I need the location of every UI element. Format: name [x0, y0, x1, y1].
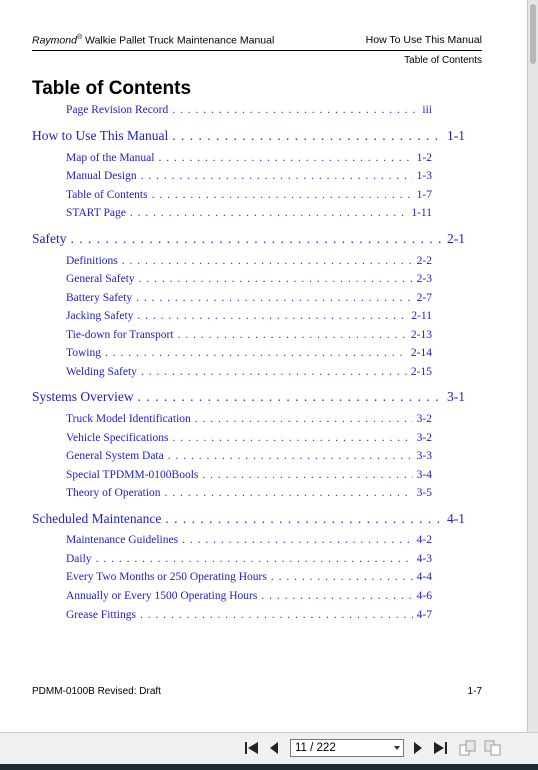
next-page-button[interactable] [409, 739, 427, 757]
toc-entry-title: Tie-down for Transport [66, 329, 174, 341]
toc-entry-title: Truck Model Identification [66, 413, 191, 425]
toc-entry-page: 1-3 [416, 170, 432, 182]
toc-leader-dots [105, 347, 407, 359]
toc-leader-dots [202, 469, 412, 481]
toc-entry-page: 4-4 [416, 571, 432, 583]
toc-leader-dots [182, 534, 413, 546]
toc-entry-page: 1-7 [416, 189, 432, 201]
toc-entry-title: Special TPDMM-0100Bools [66, 469, 199, 481]
toc-section-link[interactable] [66, 189, 432, 201]
next-page-icon [412, 741, 424, 755]
toc-leader-dots [165, 487, 413, 499]
toc-entry-title: Safety [32, 231, 67, 246]
toc-section-link[interactable] [66, 590, 432, 602]
toc-leader-dots [165, 511, 443, 527]
toc-entry-title: General System Data [66, 450, 164, 462]
toc-leader-dots [261, 590, 412, 602]
single-page-view-icon [459, 740, 477, 756]
toc-entry-page: 3-4 [416, 469, 432, 481]
toc-entry-title: Jacking Safety [66, 310, 134, 322]
toc-entry-title: Systems Overview [32, 389, 134, 404]
toc-entry-title: Welding Safety [66, 366, 137, 378]
toc-entry-page: 3-2 [416, 432, 432, 444]
header-rule [32, 50, 482, 51]
toc-entry-title: Theory of Operation [66, 487, 161, 499]
toc-leader-dots [96, 553, 413, 565]
footer-page-number: 1-7 [467, 686, 482, 697]
scrollbar-thumb[interactable] [530, 4, 536, 64]
toc-entry-title: Manual Design [66, 170, 137, 182]
first-page-icon [244, 741, 260, 755]
running-header-subsection: Table of Contents [404, 55, 482, 66]
toc-entry-page: iii [422, 104, 432, 116]
toc-entry-title: Every Two Months or 250 Operating Hours [66, 571, 267, 583]
toc-section-link[interactable] [66, 310, 432, 322]
toc-leader-dots [178, 329, 407, 341]
manual-title: Walkie Pallet Truck Maintenance Manual [82, 34, 275, 47]
toc-chapter-link[interactable] [32, 511, 465, 527]
toc-entry-page: 3-5 [416, 487, 432, 499]
page-number-value: 11 / 222 [295, 742, 336, 754]
toc-entry-page: 2-1 [447, 231, 465, 246]
toc-section-link[interactable] [66, 487, 432, 499]
toc-entry-page: 2-13 [410, 329, 432, 341]
toc-entry-page: 2-15 [410, 366, 432, 378]
previous-page-icon [268, 741, 280, 755]
toc-leader-dots [271, 571, 413, 583]
toc-entry-title: Table of Contents [66, 189, 148, 201]
toc-section-link[interactable] [66, 273, 432, 285]
footer-doc-id: PDMM-0100B Revised: Draft [32, 686, 161, 697]
toc-entry-page: 3-3 [416, 450, 432, 462]
toc-section-link[interactable] [66, 366, 432, 378]
toc-entry-page: 1-11 [411, 207, 432, 219]
last-page-icon [432, 741, 448, 755]
toc-leader-dots [152, 189, 413, 201]
toc-leader-dots [139, 273, 413, 285]
page-number-field[interactable] [290, 739, 404, 757]
toc-entry-title: Daily [66, 553, 92, 565]
toc-section-link[interactable] [66, 534, 432, 546]
toc-heading: Table of Contents [32, 78, 192, 99]
toc-entry-page: 2-3 [416, 273, 432, 285]
toc-entry-page: 2-14 [410, 347, 432, 359]
brand-name: Raymond [32, 34, 77, 47]
toc-leader-dots [173, 432, 413, 444]
two-page-view-button[interactable] [484, 739, 502, 757]
toc-entry-page: 2-2 [416, 255, 432, 267]
first-page-button[interactable] [243, 739, 261, 757]
vertical-scrollbar[interactable] [527, 0, 538, 732]
toc-section-link[interactable] [66, 292, 432, 304]
toc-entry-page: 1-1 [447, 128, 465, 143]
previous-page-button[interactable] [265, 739, 283, 757]
toc-entry-title: START Page [66, 207, 126, 219]
toc-section-link[interactable] [66, 207, 432, 219]
toc-section-link[interactable] [66, 609, 432, 621]
toc-entry-title: How to Use This Manual [32, 128, 169, 143]
toc-entry-page: 4-1 [447, 511, 465, 526]
toc-leader-dots [136, 292, 413, 304]
toc-leader-dots [137, 310, 407, 322]
toc-leader-dots [138, 389, 443, 405]
toc-section-link[interactable] [66, 170, 432, 182]
toc-section-link[interactable] [66, 329, 432, 341]
toc-entry-title: Towing [66, 347, 101, 359]
toc-entry-title: Scheduled Maintenance [32, 511, 162, 526]
toc-section-link[interactable] [66, 152, 432, 164]
toc-section-link[interactable] [66, 347, 432, 359]
toc-leader-dots [140, 609, 413, 621]
toc-leader-dots [172, 128, 443, 144]
chevron-down-icon[interactable] [394, 746, 400, 750]
toc-entry-title: Page Revision Record [66, 104, 169, 116]
two-page-view-icon [484, 740, 502, 756]
toc-section-link[interactable] [66, 432, 432, 444]
running-header-title [32, 34, 274, 47]
toc-section-link[interactable] [66, 571, 432, 583]
toc-leader-dots [130, 207, 408, 219]
toc-chapter-link[interactable] [32, 389, 465, 405]
toc-entry-title: Definitions [66, 255, 118, 267]
toc-chapter-link[interactable] [32, 128, 465, 144]
toc-entry-title: Vehicle Specifications [66, 432, 169, 444]
toc-leader-dots [122, 255, 413, 267]
running-header-section: How To Use This Manual [365, 34, 482, 46]
toc-entry-page: 4-7 [416, 609, 432, 621]
toc-section-link[interactable] [66, 553, 432, 565]
taskbar-strip [0, 764, 538, 770]
toc-entry-title: Grease Fittings [66, 609, 136, 621]
toc-entry-page: 4-3 [416, 553, 432, 565]
toc-entry-title: Maintenance Guidelines [66, 534, 179, 546]
toc-entry-page: 3-2 [416, 413, 432, 425]
registered-mark: ® [76, 34, 83, 41]
toc-section-link[interactable] [66, 469, 432, 481]
toc-section-link[interactable] [66, 413, 432, 425]
toc-leader-dots [168, 450, 413, 462]
toc-entry-page: 2-7 [416, 292, 432, 304]
toc-leader-dots [71, 231, 444, 247]
toc-section-link[interactable] [66, 450, 432, 462]
toc-leader-dots [195, 413, 413, 425]
toc-chapter-link[interactable] [32, 231, 465, 247]
toc-leader-dots [141, 366, 407, 378]
last-page-button[interactable] [431, 739, 449, 757]
toc-section-link[interactable] [66, 104, 432, 116]
single-page-view-button[interactable] [459, 739, 477, 757]
toc-entry-title: Annually or Every 1500 Operating Hours [66, 590, 258, 602]
toc-entry-page: 2-11 [411, 310, 432, 322]
toc-entry-page: 3-1 [447, 389, 465, 404]
toc-entry-page: 1-2 [416, 152, 432, 164]
toc-entry-title: Map of the Manual [66, 152, 155, 164]
toc-entry-title: Battery Safety [66, 292, 133, 304]
toc-entry-page: 4-2 [416, 534, 432, 546]
toc-entry-title: General Safety [66, 273, 135, 285]
toc-entry-page: 4-6 [416, 590, 432, 602]
toc-leader-dots [141, 170, 413, 182]
toc-leader-dots [172, 104, 418, 116]
toc-leader-dots [158, 152, 412, 164]
toc-section-link[interactable] [66, 255, 432, 267]
